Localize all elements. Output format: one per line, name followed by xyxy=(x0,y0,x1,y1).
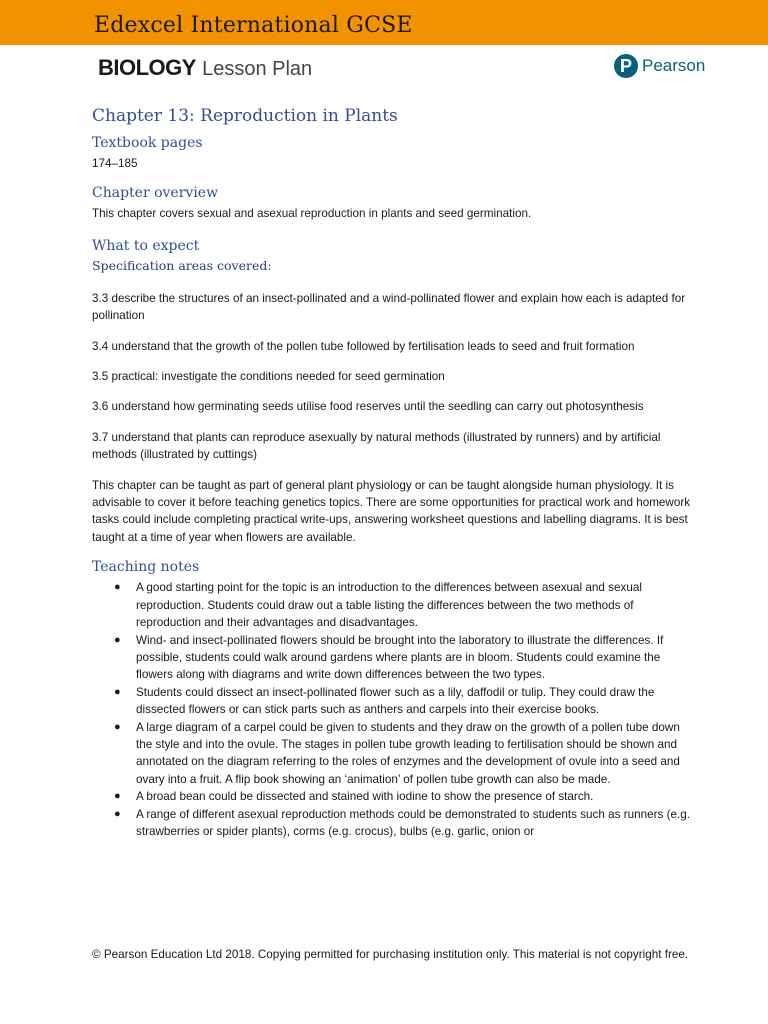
textbook-pages: 174–185 xyxy=(92,157,138,170)
pearson-logo-icon: P xyxy=(614,54,638,78)
bullet-icon: ● xyxy=(114,685,121,698)
spec-areas-heading: Specification areas covered: xyxy=(92,257,272,273)
bullet-icon: ● xyxy=(114,581,121,594)
spec-item: 3.7 understand that plants can reproduce asexually by natural methods (illustrated by runners) and by artificial methods (illustrated by cuttings) xyxy=(92,430,661,462)
chapter-paragraph: This chapter can be taught as part of general plant physiology or can be taught alongside human physiology. It is advisable to cover it before teaching genetics topics. There are some opportunities for practical work and homework tasks could include completing practical write-ups, answering worksheet questions and labelling diagrams. It is best taught at a time of year when flowers are available. xyxy=(92,478,691,544)
expect-heading: What to expect xyxy=(92,237,200,254)
subject-name: BIOLOGY xyxy=(98,55,196,80)
chapter-title: Chapter 13: Reproduction in Plants xyxy=(92,106,398,126)
bullet-icon: ● xyxy=(114,807,121,820)
header-band xyxy=(0,0,768,45)
list-item: ● A broad bean could be dissected and stained with iodine to show the presence of starch. xyxy=(92,788,692,805)
doc-type: Lesson Plan xyxy=(202,58,313,80)
bullet-icon: ● xyxy=(114,633,121,646)
copyright-footer: © Pearson Education Ltd 2018. Copying permitted for purchasing institution only. This material is not copyright free. xyxy=(92,948,689,961)
bullet-icon: ● xyxy=(114,720,121,733)
list-item: ● Wind- and insect-pollinated flowers should be brought into the laboratory to illustrate the differences. If possible, students could walk around gardens where plants are in bloom. Students could examine the flowers along with diagrams and write down differences between the two types. xyxy=(114,633,664,682)
list-item: ● A range of different asexual reproduction methods could be demonstrated to students such as runners (e.g. strawberries or spider plants), corms (e.g. crocus), bulbs (e.g. garlic, onion or xyxy=(114,807,690,838)
list-item: ● Students could dissect an insect-pollinated flower such as a lily, daffodil or tulip. They could draw the dissected flowers or can stick parts such as anthers and carpels into their exercise books. xyxy=(114,685,655,717)
bullet-icon: ● xyxy=(114,790,121,803)
list-item: ● A good starting point for the topic is an introduction to the differences between asexual and sexual reproduction. Students could draw out a table listing the differences between the two methods of reproduction and their advantages and disadvantages. xyxy=(114,581,642,630)
lesson-content xyxy=(92,100,692,840)
teaching-notes-list xyxy=(92,579,692,840)
overview-heading: Chapter overview xyxy=(92,185,219,202)
spec-item: 3.6 understand how germinating seeds utilise food reserves until the seedling can carry out photosynthesis xyxy=(92,400,644,414)
teaching-notes-heading: Teaching notes xyxy=(92,559,200,576)
overview-text: This chapter covers sexual and asexual reproduction in plants and seed germination. xyxy=(92,207,532,221)
header-band-title: Edexcel International GCSE xyxy=(94,13,413,38)
textbook-heading: Textbook pages xyxy=(92,135,203,151)
spec-item: 3.5 practical: investigate the conditions needed for seed germination xyxy=(92,370,445,384)
spec-item: 3.4 understand that the growth of the pollen tube followed by fertilisation leads to seed and fruit formation xyxy=(92,339,635,353)
subject-title xyxy=(98,54,312,83)
list-item: ● A large diagram of a carpel could be given to students and they draw on the growth of a pollen tube down the style and into the ovule. The stages in pollen tube growth leading to fertilisation should be shown and annotated on the diagram referring to the roles of enzymes and the development of ovule into a seed and ovary into a fruit. A flip book showing an ‘animation’ of pollen tube growth can also be made. xyxy=(114,720,680,786)
spec-item: 3.3 describe the structures of an insect-pollinated and a wind-pollinated flower and explain how each is adapted for pollination xyxy=(92,291,686,323)
pearson-logo-text: Pearson xyxy=(642,56,706,75)
